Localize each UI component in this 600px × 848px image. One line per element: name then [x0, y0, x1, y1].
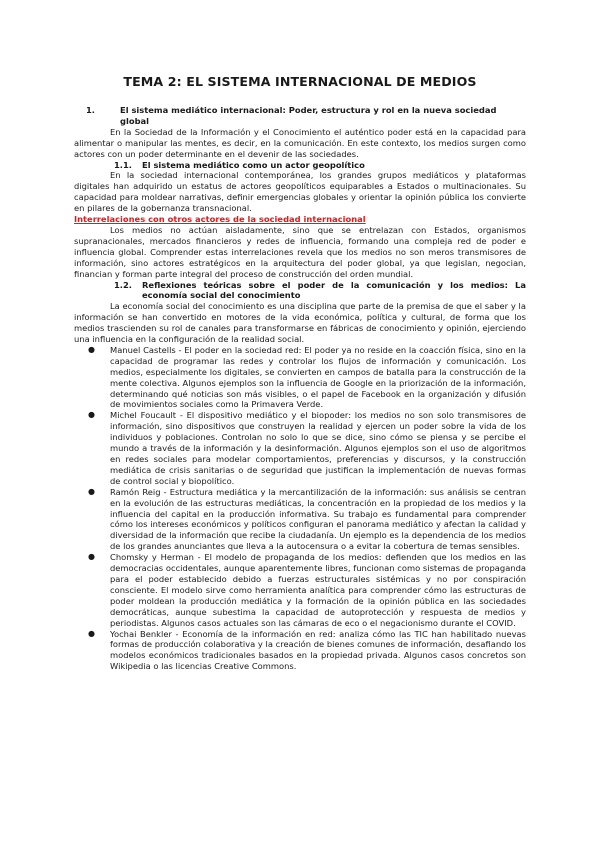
section-1-1-title: El sistema mediático como un actor geopolítico — [142, 159, 365, 170]
section-1-2-paragraph: La economía social del conocimiento es una disciplina que parte de la premisa de que el saber y la información se han convertido en motores de la vida económica, política y cultural, de forma que los medios trascienden su rol de canales para transformarse en fábricas de conocimiento y opinión, ejerciendo una influencia en la configuración de la realidad social. — [74, 301, 526, 345]
section-1-paragraph: En la Sociedad de la Información y el Conocimiento el auténtico poder está en la capacidad para alimentar o manipular las mentes, es decir, en la comunicación. En este contexto, los medios surgen como actores con un poder determinante en el devenir de las sociedades. — [74, 126, 526, 159]
list-item-text: Ramón Reig - Estructura mediática y la mercantilización de la información: sus análisis se centran en la evolución de las estructuras mediáticas, la concentración en la propiedad de los medios y la influencia del capital en la producción informativa. Su trabajo es fundamental para comprender cómo los intereses económicos y políticos configuran el panorama mediático y afectan la calidad y diversidad de la información que recibe la ciudadanía. Un ejemplo es la dependencia de los medios de los grandes anunciantes que lleva a la autocensura o a evitar la cobertura de temas sensibles. — [110, 486, 527, 552]
section-1-1-heading — [114, 160, 526, 171]
interrelaciones-paragraph: Los medios no actúan aisladamente, sino que se entrelazan con Estados, organismos supranacionales, mercados financieros y redes de influencia, formando una compleja red de poder e influencia global. Comprender estas interrelaciones revela que los medios no son meros transmisores de información, sino actores estratégicos en la arquitectura del poder global, ya que legislan, negocian, financian y forman parte integral del proceso de construcción del orden mundial. — [74, 224, 526, 279]
list-item-text: Yochai Benkler - Economía de la información en red: analiza cómo las TIC han habilitado nuevas formas de producción colaborativa y la creación de bienes comunes de información, desafiando los modelos económicos tradicionales basados en la propiedad privada. Algunos casos concretos son Wikipedia o las licencias Creative Commons. — [110, 628, 526, 672]
section-1-1-number: 1.1. — [114, 159, 132, 170]
bullet-icon: ● — [88, 552, 95, 562]
list-item — [74, 345, 526, 410]
list-item — [74, 552, 526, 628]
section-1-title: El sistema mediático internacional: Poder, estructura y rol en la nueva sociedad global — [120, 105, 497, 126]
list-item-text: Michel Foucault - El dispositivo mediático y el biopoder: los medios no son solo transmisores de información, sino dispositivos que construyen la realidad y ejercen un poder sobre la vida de los individuos y poblaciones. Controlan no solo lo que se dice, sino cómo se piensa y se percibe el mundo a través de la información y la desinformación. Algunos ejemplos son el uso de algoritmos en redes sociales para modelar comportamientos, preferencias y discursos, y la construcción mediática de crisis sanitarias o de seguridad que justifican la implementación de nuevas formas de control social y biopolítico. — [110, 410, 526, 486]
document-title: TEMA 2: EL SISTEMA INTERNACIONAL DE MEDIOS — [123, 74, 477, 89]
section-1-1-paragraph: En la sociedad internacional contemporánea, los grandes grupos mediáticos y plataformas digitales han adquirido un estatus de actores geopolíticos equiparables a Estados o multinacionales. Su capacidad para moldear narrativas, definir emergencias globales y orientar la opinión pública los convierte en pilares de la gobernanza transnacional. — [74, 170, 526, 214]
list-item — [74, 410, 526, 486]
bullet-icon: ● — [88, 410, 95, 420]
section-1-number: 1. — [86, 105, 95, 115]
section-1-2-heading — [114, 280, 526, 302]
bullet-icon: ● — [88, 628, 95, 638]
authors-list — [74, 345, 526, 672]
list-item — [74, 629, 526, 673]
section-1-2-number: 1.2. — [114, 279, 132, 290]
section-1-2-title: Reflexiones teóricas sobre el poder de la comunicación y los medios: La economía social del conocimiento — [142, 279, 526, 301]
bullet-icon: ● — [88, 344, 95, 354]
bullet-icon: ● — [88, 486, 95, 496]
list-item-text: Chomsky y Herman - El modelo de propaganda de los medios: defienden que los medios en las democracias occidentales, aunque aparentemente libres, funcionan como sistemas de propaganda para el poder establecido debido a fuerzas estructurales sistémicas y no por conspiración consciente. El modelo sirve como herramienta analítica para comprender cómo las estructuras de poder moldean la producción mediática y la formación de la opinión pública en las sociedades democráticas, aunque subestima la capacidad de autoprotección y respuesta de medios y periodistas. Algunos casos actuales son las cámaras de eco o el negacionismo durante el COVID. — [110, 552, 526, 628]
list-item-text: Manuel Castells - El poder en la sociedad red: El poder ya no reside en la coacción física, sino en la capacidad de programar las redes y controlar los flujos de información y comunicación. Los medios, especialmente los digitales, se convierten en campos de batalla para la construcción de la mente colectiva. Algunos ejemplos son la influencia de Google en la priorización de la información, determinando qué noticias son más visibles, o el papel de Facebook en la organización y difusión de movimientos sociales como la Primavera Verde. — [110, 344, 526, 410]
list-item — [74, 487, 526, 552]
interrelaciones-heading: Interrelaciones con otros actores de la sociedad internacional — [74, 214, 366, 225]
section-1-heading — [74, 105, 526, 127]
